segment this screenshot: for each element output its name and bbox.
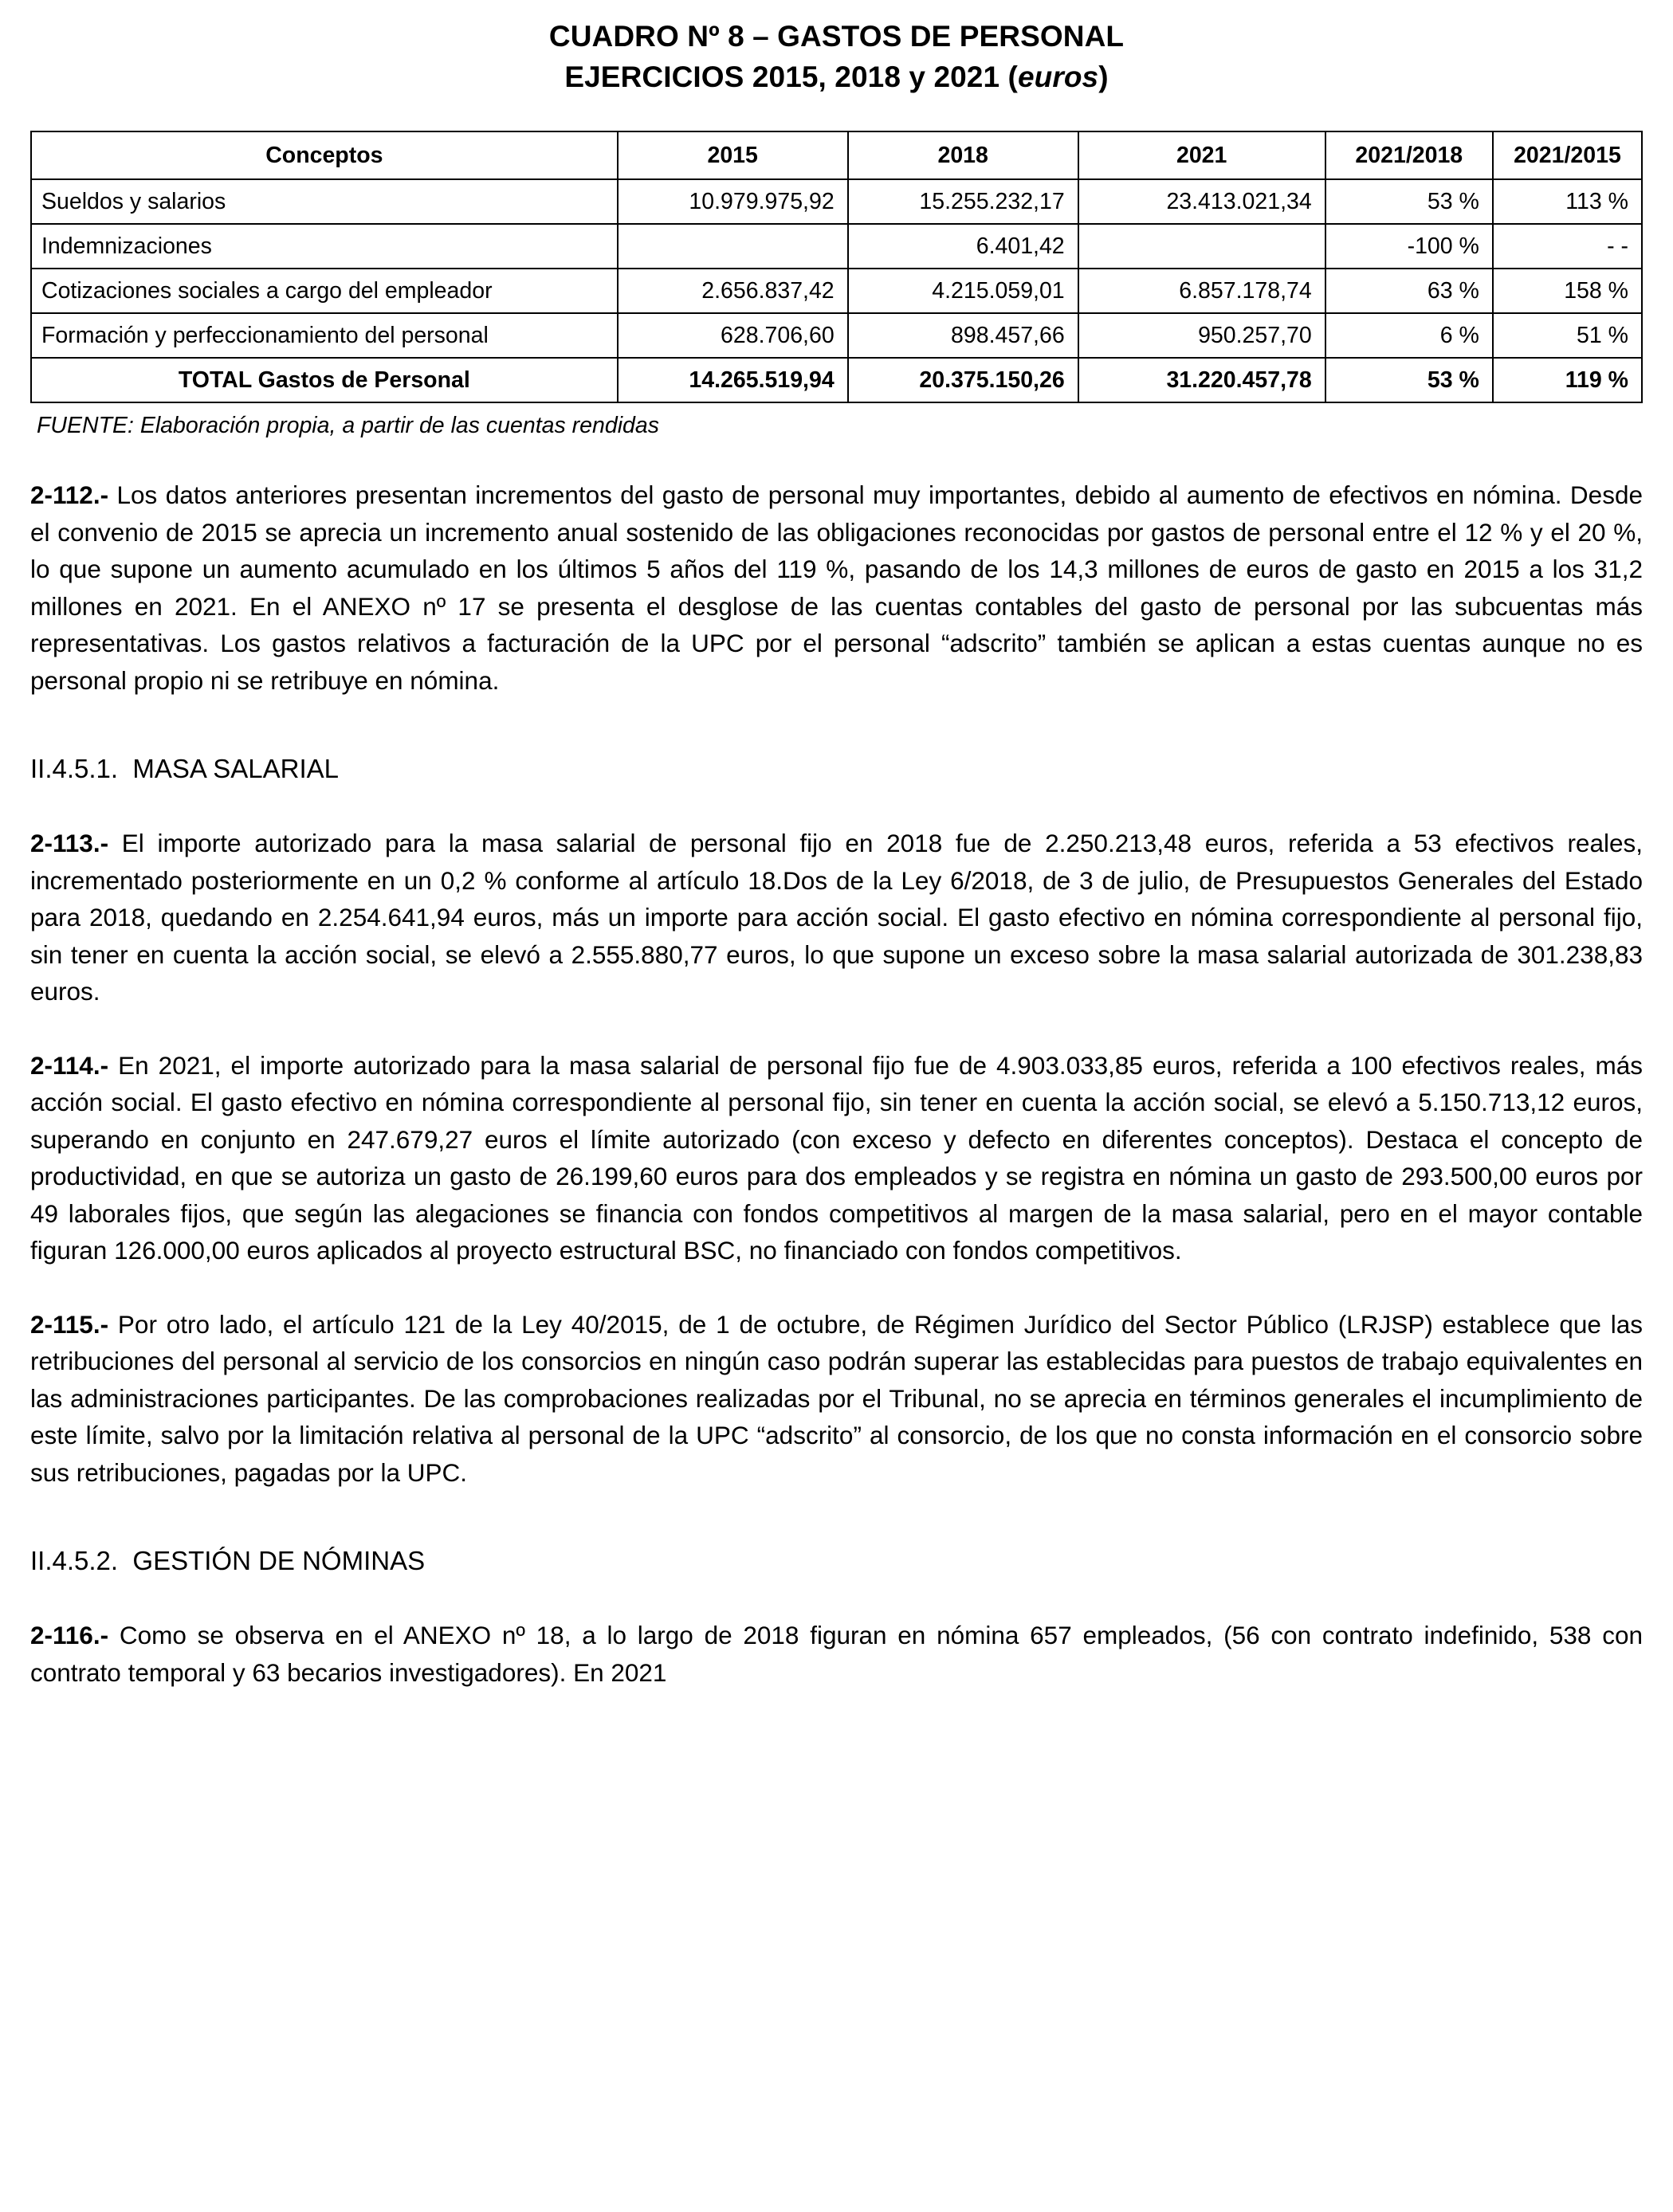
column-header-2021: 2021 xyxy=(1078,131,1325,179)
row-ratio-2021-2015: 113 % xyxy=(1493,179,1642,224)
paragraph-2-114 xyxy=(30,1047,1643,1269)
row-value-2018: 15.255.232,17 xyxy=(848,179,1078,224)
row-value-2018: 6.401,42 xyxy=(848,224,1078,269)
table-row xyxy=(31,269,1642,313)
row-ratio-2021-2018: 53 % xyxy=(1325,179,1493,224)
title-line-2-suffix: ) xyxy=(1098,61,1109,93)
paragraph-number: 2-114.- xyxy=(30,1050,109,1080)
row-value-2021: 23.413.021,34 xyxy=(1078,179,1325,224)
paragraph-2-115 xyxy=(30,1306,1643,1492)
total-value-2018: 20.375.150,26 xyxy=(848,358,1078,402)
gastos-personal-table-wrapper xyxy=(30,131,1643,403)
row-ratio-2021-2015: 51 % xyxy=(1493,313,1642,358)
table-source-note: FUENTE: Elaboración propia, a partir de las cuentas rendidas xyxy=(37,413,659,438)
paragraph-2-113 xyxy=(30,825,1643,1010)
row-value-2015: 10.979.975,92 xyxy=(618,179,848,224)
paragraph-text: Los datos anteriores presentan incrementos del gasto de personal muy importantes, debido al aumento de efectivos en nómina. Desde el convenio de 2015 se aprecia un incremento anual sostenido de las obligaciones reconocidas por gastos de personal entre el 12 % y el 20 %, lo que supone un aumento acumulado en los últimos 5 años del 119 %, pasando de los 14,3 millones de euros de gasto en 2015 a los 31,2 millones en 2021. En el ANEXO nº 17 se presenta el desglose de las cuentas contables del gasto de personal por las subcuentas más representativas. Los gastos relativos a facturación de la UPC por el personal “adscrito” también se aplican a estas cuentas aunque no es personal propio ni se retribuye en nómina. xyxy=(30,480,1643,695)
page-title xyxy=(30,0,1643,97)
title-line-1: CUADRO Nº 8 – GASTOS DE PERSONAL xyxy=(548,20,1125,53)
row-value-2018: 898.457,66 xyxy=(848,313,1078,358)
table-header-row xyxy=(31,131,1642,179)
table-row xyxy=(31,224,1642,269)
row-ratio-2021-2015: 158 % xyxy=(1493,269,1642,313)
row-ratio-2021-2015: - - xyxy=(1493,224,1642,269)
section-heading-masa-salarial: II.4.5.1. MASA SALARIAL xyxy=(30,754,340,783)
paragraph-number: 2-115.- xyxy=(30,1309,109,1339)
row-value-2015 xyxy=(618,224,848,269)
table-row xyxy=(31,179,1642,224)
row-ratio-2021-2018: -100 % xyxy=(1325,224,1493,269)
row-value-2018: 4.215.059,01 xyxy=(848,269,1078,313)
total-value-2015: 14.265.519,94 xyxy=(618,358,848,402)
title-line-2-italic: euros xyxy=(1017,61,1099,93)
total-value-2021: 31.220.457,78 xyxy=(1078,358,1325,402)
row-value-2021: 950.257,70 xyxy=(1078,313,1325,358)
row-value-2015: 2.656.837,42 xyxy=(618,269,848,313)
paragraph-text: Como se observa en el ANEXO nº 18, a lo largo de 2018 figuran en nómina 657 empleados, (56 con contrato indefinido, 538 con contrato temporal y 63 becarios investigadores). En 2021 xyxy=(30,1621,1643,1687)
paragraph-text: El importe autorizado para la masa salarial de personal fijo en 2018 fue de 2.250.213,48 euros, referida a 53 efectivos reales, incrementado posteriormente en un 0,2 % conforme al artículo 18.Dos de la Ley 6/2018, de 3 de julio, de Presupuestos Generales del Estado para 2018, quedando en 2.254.641,94 euros, más un importe para acción social. El gasto efectivo en nómina correspondiente al personal fijo, sin tener en cuenta la acción social, se elevó a 2.555.880,77 euros, lo que supone un exceso sobre la masa salarial autorizada de 301.238,83 euros. xyxy=(30,829,1643,1006)
row-concept: Sueldos y salarios xyxy=(31,179,618,224)
row-concept: Cotizaciones sociales a cargo del empleador xyxy=(31,269,618,313)
row-value-2021 xyxy=(1078,224,1325,269)
paragraph-number: 2-112.- xyxy=(30,480,109,509)
column-header-2018: 2018 xyxy=(848,131,1078,179)
row-concept: Indemnizaciones xyxy=(31,224,618,269)
title-line-2-prefix: EJERCICIOS 2015, 2018 y 2021 ( xyxy=(564,61,1018,93)
table-header xyxy=(31,131,1642,179)
paragraph-2-116 xyxy=(30,1617,1643,1691)
paragraph-number: 2-113.- xyxy=(30,829,109,857)
paragraph-number: 2-116.- xyxy=(30,1621,109,1649)
column-header-ratio-2021-2015: 2021/2015 xyxy=(1493,131,1642,179)
column-header-ratio-2021-2018: 2021/2018 xyxy=(1325,131,1493,179)
paragraph-2-112 xyxy=(30,477,1643,699)
total-ratio-2021-2018: 53 % xyxy=(1325,358,1493,402)
total-ratio-2021-2015: 119 % xyxy=(1493,358,1642,402)
title-line-2 xyxy=(30,57,1643,97)
paragraph-text: Por otro lado, el artículo 121 de la Ley 40/2015, de 1 de octubre, de Régimen Jurídico del Sector Público (LRJSP) establece que las retribuciones del personal al servicio de los consorcios en ningún caso podrán superar las establecidas para puestos de trabajo equivalentes en las administraciones participantes. De las comprobaciones realizadas por el Tribunal, no se aprecia en términos generales el incumplimiento de este límite, salvo por la limitación relativa al personal de la UPC “adscrito” al consorcio, de los que no consta información en el consorcio sobre sus retribuciones, pagadas por la UPC. xyxy=(30,1309,1643,1487)
row-value-2021: 6.857.178,74 xyxy=(1078,269,1325,313)
table-total-row xyxy=(31,358,1642,402)
table-body xyxy=(31,179,1642,402)
table-row xyxy=(31,313,1642,358)
row-ratio-2021-2018: 6 % xyxy=(1325,313,1493,358)
column-header-2015: 2015 xyxy=(618,131,848,179)
column-header-conceptos: Conceptos xyxy=(31,131,618,179)
row-ratio-2021-2018: 63 % xyxy=(1325,269,1493,313)
row-concept: Formación y perfeccionamiento del personal xyxy=(31,313,618,358)
total-label: TOTAL Gastos de Personal xyxy=(31,358,618,402)
row-value-2015: 628.706,60 xyxy=(618,313,848,358)
paragraph-text: En 2021, el importe autorizado para la masa salarial de personal fijo fue de 4.903.033,85 euros, referida a 100 efectivos reales, más acción social. El gasto efectivo en nómina correspondiente al personal fijo, sin tener en cuenta la acción social, se elevó a 5.150.713,12 euros, superando en conjunto en 247.679,27 euros el límite autorizado (con exceso y defecto en diferentes conceptos). Destaca el concepto de productividad, en que se autoriza un gasto de 26.199,60 euros para dos empleados y se registra en nómina un gasto de 293.500,00 euros por 49 laborales fijos, que según las alegaciones se financia con fondos competitivos al margen de la masa salarial, pero en el mayor contable figuran 126.000,00 euros aplicados al proyecto estructural BSC, no financiado con fondos competitivos. xyxy=(30,1050,1643,1265)
section-heading-gestion-de-nominas: II.4.5.2. GESTIÓN DE NÓMINAS xyxy=(30,1546,426,1575)
gastos-personal-table xyxy=(30,131,1643,403)
